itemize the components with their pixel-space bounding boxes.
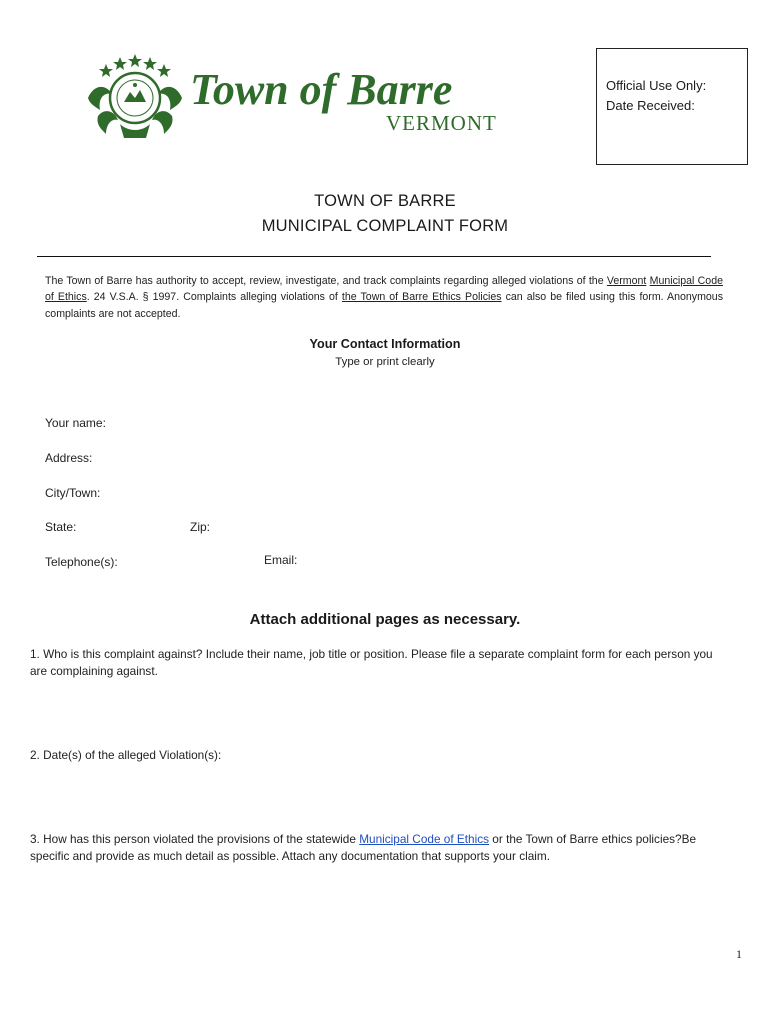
zip-field-label: Zip: xyxy=(190,520,211,534)
phone-field-label: Telephone(s): xyxy=(45,555,118,569)
email-field-label: Email: xyxy=(264,553,298,567)
name-field-label: Your name: xyxy=(45,416,106,430)
date-received-label: Date Received: xyxy=(606,98,695,113)
question-1: 1. Who is this complaint against? Include their name, job title or position. Please file a separate complaint form for each person you are complaining against. xyxy=(30,647,713,678)
municipal-code-link[interactable]: Municipal Code of Ethics xyxy=(359,832,490,846)
state-field-label: State: xyxy=(45,520,77,534)
attach-pages-note: Attach additional pages as necessary. xyxy=(249,611,521,628)
code-of-ethics-link[interactable]: Municipal Code of Ethics xyxy=(45,275,723,304)
address-field-label: Address: xyxy=(45,451,93,465)
page-number: 1 xyxy=(736,947,742,961)
svg-text:VERMONT: VERMONT xyxy=(386,111,497,135)
form-title-line1: TOWN OF BARRE xyxy=(314,192,456,210)
vermont-link[interactable]: Vermont xyxy=(606,275,647,287)
official-use-box xyxy=(596,48,748,165)
svg-text:Town of Barre: Town of Barre xyxy=(190,65,453,114)
question-3: 3. How has this person violated the provisions of the statewide Municipal Code of Ethics or the Town of Barre ethics policies?Be specific and provide as much detail as possible. Attach any documentation that supports your claim. xyxy=(30,832,697,863)
ethics-policies-link[interactable]: the Town of Barre Ethics Policies xyxy=(341,291,502,304)
title-divider xyxy=(37,256,711,257)
intro-paragraph: The Town of Barre has authority to accept, review, investigate, and track complaints regarding alleged violations of the Vermont Municipal Code of Ethics. 24 V.S.A. § 1997. Complaints alleging violations of the Town of Barre Ethics Policies can also be filed using this form. Anonymous complaints are not accepted. xyxy=(45,275,723,320)
question-2: 2. Date(s) of the alleged Violation(s): xyxy=(30,748,222,762)
town-seal-icon xyxy=(84,54,504,140)
contact-heading: Your Contact Information xyxy=(309,337,461,351)
form-title-line2: MUNICIPAL COMPLAINT FORM xyxy=(261,217,509,235)
official-use-label: Official Use Only: xyxy=(606,78,707,93)
contact-subheading: Type or print clearly xyxy=(335,356,435,368)
city-field-label: City/Town: xyxy=(45,486,101,500)
town-logo xyxy=(84,54,504,140)
